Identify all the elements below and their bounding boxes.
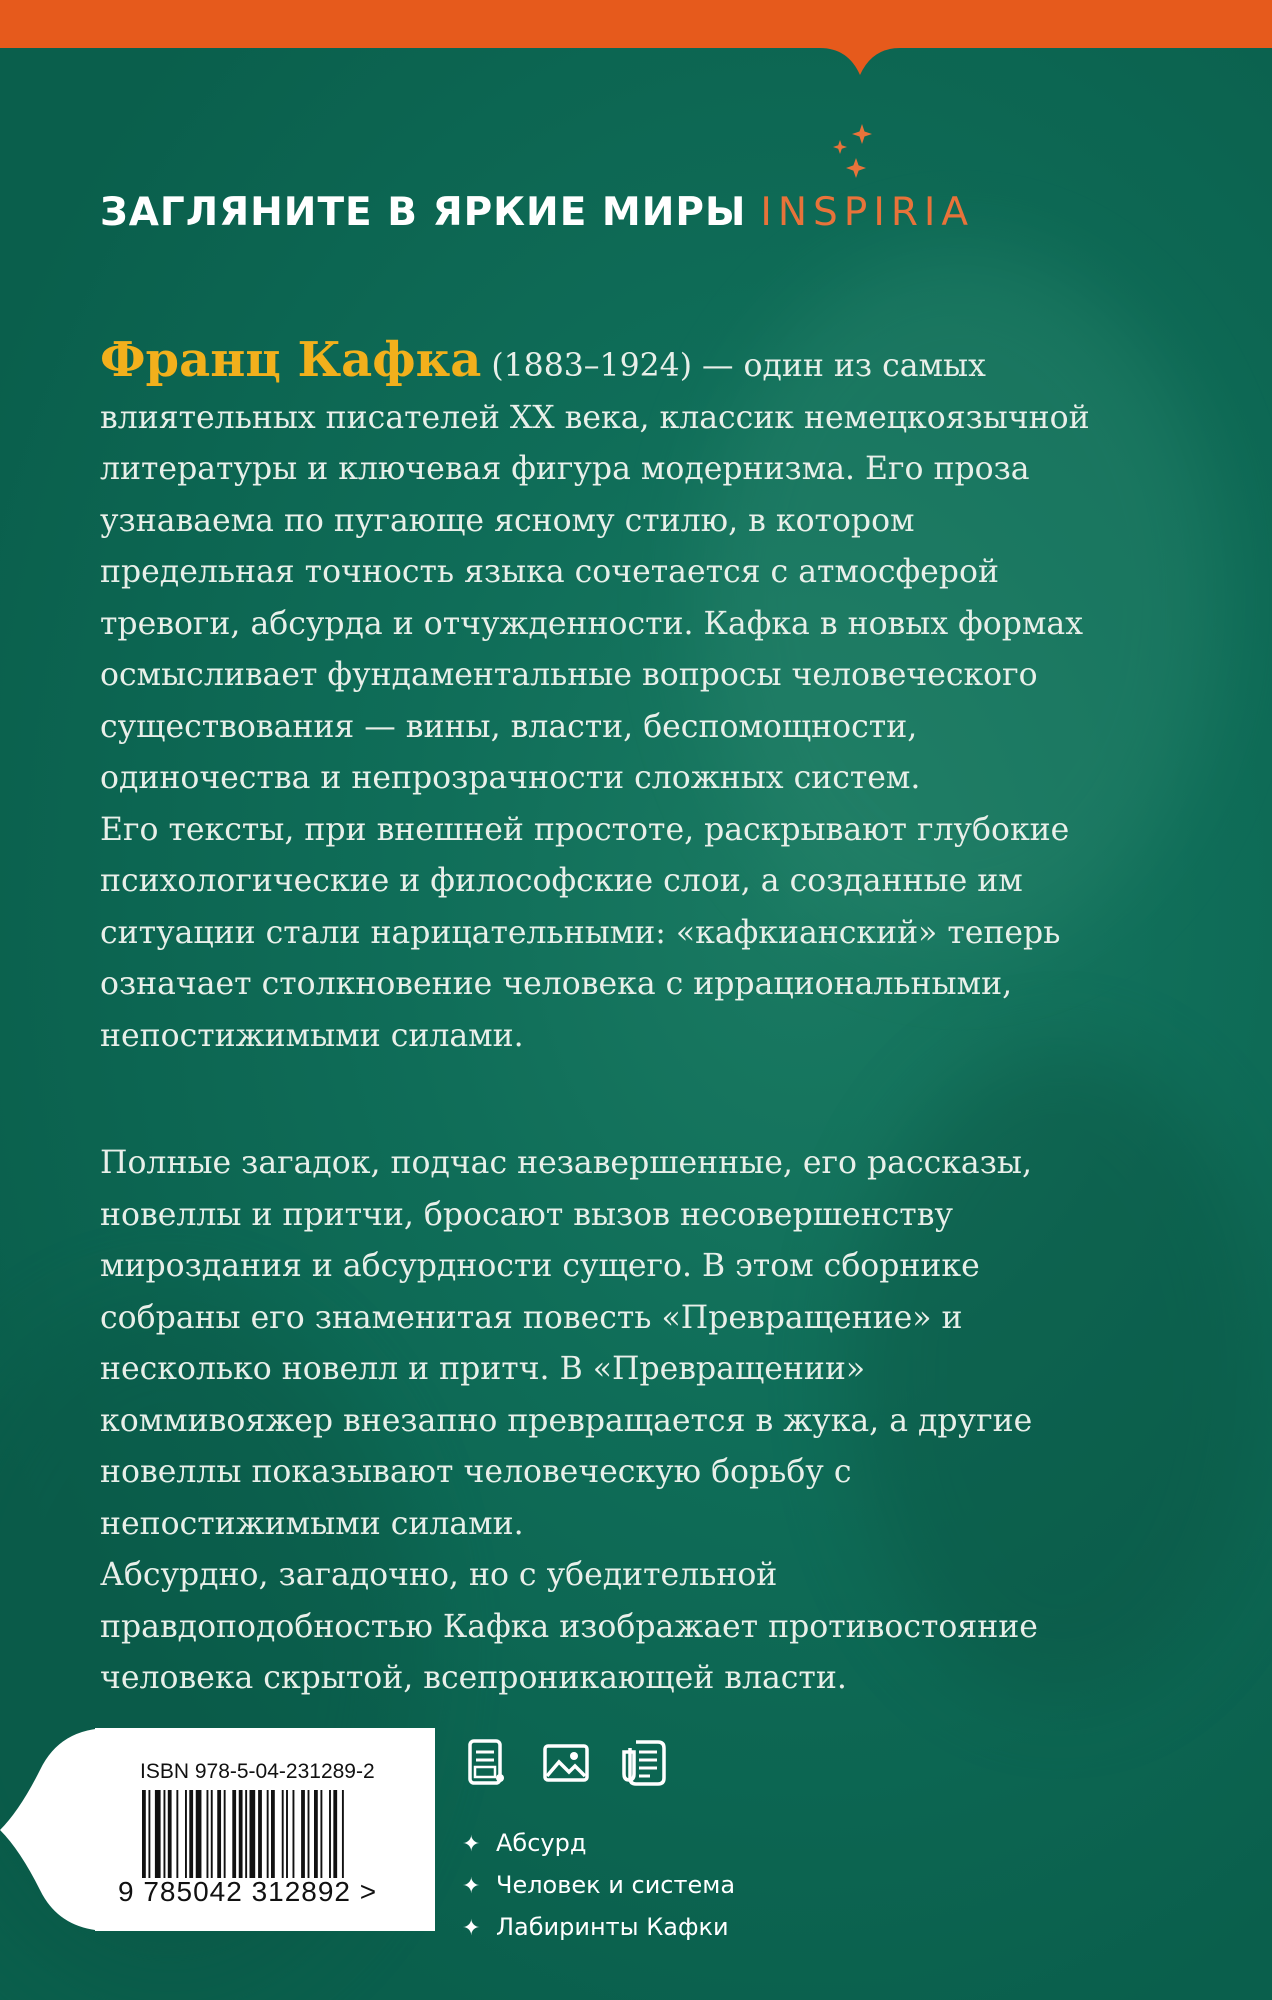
sparkle-icon: ✦ [462,1916,481,1941]
barcode-bars [140,1790,405,1878]
description-text: Абсурдно, загадочно, но с убедительной правдоподобностью Кафка изображает противостояние человека скрытой, всепроникающей власти. [100,1557,1038,1696]
barcode-panel-curve [0,1690,110,1970]
sparkle-icon: ✦ [462,1874,481,1899]
series-tagline [100,190,974,235]
tagline-text: ЗАГЛЯНИТЕ В ЯРКИЕ МИРЫ [100,190,747,235]
document-icon [620,1738,670,1788]
description-text: Его тексты, при внешней простоте, раскрывают глубокие психологические и философские слои, а созданные им ситуации стали нарицательными: «кафкианский» теперь означает столкновение человека с иррациональными, непостижимыми силами. [100,811,1070,1054]
top-orange-band [0,0,1272,120]
tag-list [462,1822,735,1948]
tag-label: Человек и система [496,1871,736,1899]
tag-item [462,1906,735,1948]
description-text: (1883–1924) — один из самых влиятельных писателей XX века, классик немецкоязычной литературы и ключевая фигура модернизма. Его проза узнаваема по пугающе ясному стилю, в котором предельная точность языка сочетается с атмосферой тревоги, абсурда и отчужденности. Кафка в новых формах осмысливает фундаментальные вопросы человеческого существования — вины, власти, беспомощности, одиночества и непрозрачности сложных систем. [100,348,1090,796]
sparkle-icon: ✦ [462,1832,481,1857]
image-icon [541,1738,591,1788]
brand-name: INSPIRIA [760,190,975,235]
tag-item [462,1822,735,1864]
barcode-digits: 9 785042 312892 > [118,1876,378,1907]
tag-item [462,1864,735,1906]
ebook-icon [462,1738,512,1788]
tag-label: Лабиринты Кафки [496,1913,729,1941]
isbn-label: ISBN 978-5-04-231289-2 [140,1760,375,1783]
book-description [100,1138,1100,1705]
sparkle-stars-icon [826,118,876,186]
author-name: Франц Кафка [100,332,482,388]
author-description [100,332,1100,1062]
description-text: Полные загадок, подчас незавершенные, его рассказы, новеллы и притчи, бросают вызов несовершенству мироздания и абсурдности сущего. В этом сборнике собраны его знаменитая повесть «Превращение» и несколько новелл и притч. В «Превращении» коммивояжер внезапно превращается в жука, а другие новеллы показывают человеческую борьбу с непостижимыми силами. [100,1145,1033,1542]
tag-label: Абсурд [496,1829,587,1857]
